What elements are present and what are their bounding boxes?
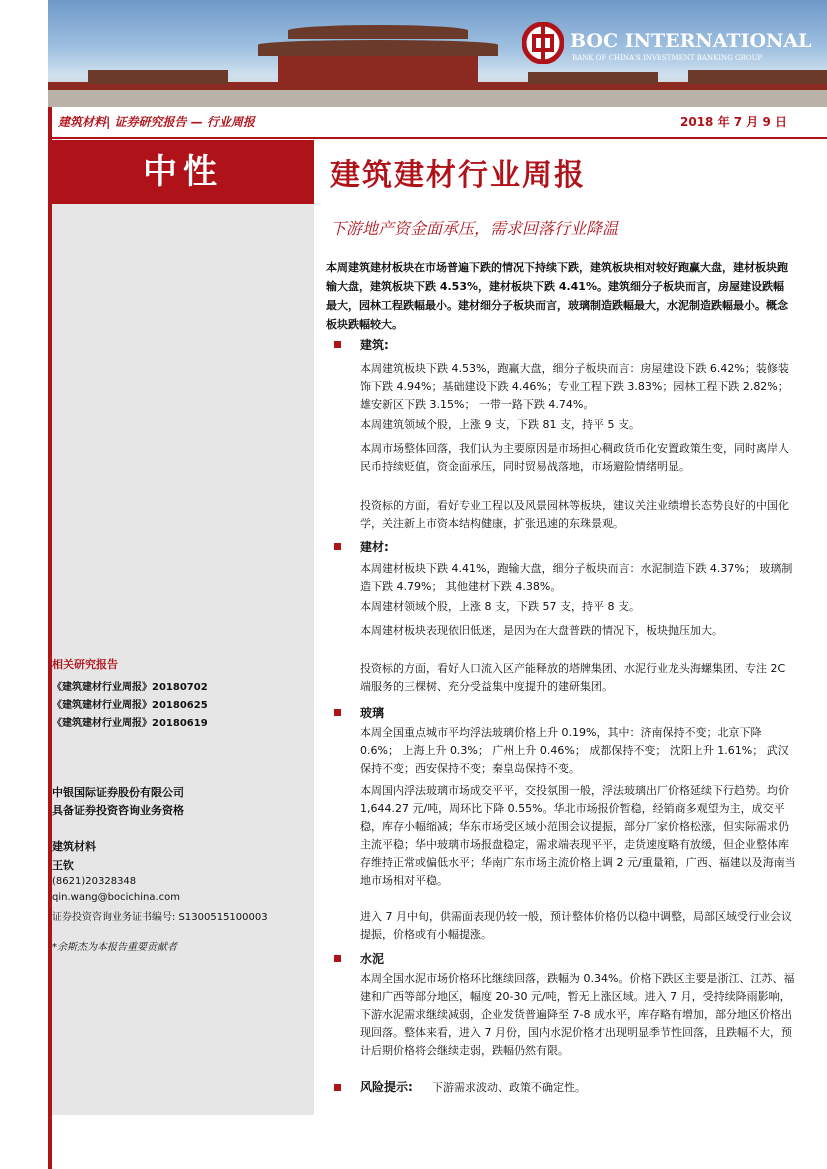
paragraph: 进入 7 月中旬，供需面表现仍较一般，预计整体价格仍以稳中调整，局部区域受行业会议提振，价格或有小幅提涨。 [360,910,792,941]
related-report[interactable]: 《建筑建材行业周报》20180619 [52,718,208,729]
company-qualification: 具备证券投资咨询业务资格 [52,804,184,817]
bullet-icon [334,543,341,550]
logo-text: BOC INTERNATIONAL [570,30,812,52]
analyst-phone: (8621)20328348 [52,876,137,887]
paragraph: 本周全国重点城市平均浮法玻璃价格上升 0.19%，其中：济南保持不变；北京下降 0.6%； 上海上升 0.3%； 广州上升 0.46%； 成都保持不变； 沈阳上升 1.61%； 武汉保持不变；西安保持不变；秦皇岛保持不变。 [360,726,789,775]
report-date: 2018 年 7 月 9 日 [680,115,787,129]
paragraph: 本周市场整体回落，我们认为主要原因是市场担心稠政货币化安置政策生变，同时离岸人民币持续贬值，资金面承压，同时贸易战落地，市场避险情绪明显。 [360,442,789,473]
sector-name: 建筑材料 [52,840,96,853]
paragraph: 本周建材板块表现依旧低迷，是因为在大盘普跌的情况下，板块抛压加大。 [360,624,723,637]
boc-logo-icon [522,22,564,64]
company-name: 中银国际证券股份有限公司 [52,786,184,799]
section-title: 水泥 [360,952,385,966]
header-banner [48,0,827,107]
paragraph: 本周建筑板块下跌 4.53%，跑赢大盘，细分子板块而言：房屋建设下跌 6.42%；装修装饰下跌 4.94%；基础建设下跌 4.46%；专业工程下跌 3.83%；园林工程下跌 2.82%； 雄安新区下跌 3.15%； 一带一路下跌 4.74%。 [360,362,789,411]
page-title: 建筑建材行业周报 [330,158,586,193]
summary: 本周建筑建材板块在市场普遍下跌的情况下持续下跌，建筑板块相对较好跑赢大盘，建材板块跑输大盘，建筑板块下跌 4.53%，建材板块下跌 4.41%。建筑细分子板块而言，房屋建设跌幅最大，园林工程跌幅最小。建材细分子板块而言，玻璃制造跌幅最大，水泥制造跌幅最小。概念板块跌幅较大。 [326,261,788,331]
section-title: 建材: [360,540,389,554]
breadcrumb: 建筑材料| 证券研究报告 — 行业周报 [58,115,255,129]
risk-label: 风险提示: [360,1080,413,1094]
bullet-icon [334,955,341,962]
section-title: 玻璃 [360,706,385,720]
bullet-icon [334,1084,341,1091]
rating-badge: 中性 [52,140,314,204]
paragraph: 本周建材板块下跌 4.41%，跑输大盘，细分子板块而言：水泥制造下跌 4.37%； 玻璃制造下跌 4.79%； 其他建材下跌 4.38%。 [360,562,793,593]
paragraph: 本周建材领域个股，上涨 8 支，下跌 57 支，持平 8 支。 [360,600,640,613]
contributor-note: *余斯杰为本报告重要贡献者 [52,942,177,953]
paragraph: 投资标的方面，看好专业工程以及风景园林等板块，建议关注业绩增长态势良好的中国化学，关注新上市资本结构健康，扩张迅速的东珠景观。 [360,499,789,530]
paragraph: 本周建筑领域个股，上涨 9 支，下跌 81 支，持平 5 支。 [360,418,640,431]
related-report[interactable]: 《建筑建材行业周报》20180625 [52,700,208,711]
paragraph: 投资标的方面，看好人口流入区产能释放的塔牌集团、水泥行业龙头海螺集团、专注 2C 端服务的三棵树、充分受益集中度提升的建研集团。 [360,662,786,693]
paragraph: 本周全国水泥市场价格环比继续回落，跌幅为 0.34%。价格下跌区主要是浙江、江苏、福建和广西等部分地区，幅度 20-30 元/吨，暂无上涨区域。进入 7 月，受持续降雨影响，下游水泥需求继续减弱，企业发货普遍降至 7-8 成水平，库存略有增加，部分地区价格出现回落。整体来看，进入 7 月份，国内水泥价格才出现明显季节性回落，且跌幅不大，预计后期价格将会继续走弱，跌幅仍然有限。 [360,972,795,1057]
section-title: 建筑: [360,338,389,352]
analyst-cert: 证券投资咨询业务证书编号: S1300515100003 [52,912,268,923]
paragraph: 本周国内浮法玻璃市场成交平平，交投氛围一般，浮法玻璃出厂价格延续下行趋势。均价 1,644.27 元/吨，周环比下降 0.55%。华北市场报价暂稳，经销商多观望为主，成交平稳，库存小幅缩减；华东市场受区域小范围会议提振，部分厂家价格松涨，但实际需求仍主流平稳；华中玻璃市场报盘稳定，需求端表现平平，走货速度略有放缓，但企业整体库存维持正常或偏低水平；华南广东市场主流价格上调 2 元/重量箱，广西、福建以及海南当地市场相对平稳。 [360,784,796,887]
risk-text: 下游需求波动、政策不确定性。 [432,1081,586,1094]
boc-logo [522,22,564,68]
related-title: 相关研究报告 [52,658,118,671]
page-subtitle: 下游地产资金面承压，需求回落行业降温 [330,219,619,238]
sidebar [52,140,314,1115]
bullet-icon [334,709,341,716]
analyst-email[interactable]: qin.wang@bocichina.com [52,892,180,903]
logo-subtext: BANK OF CHINA'S INVESTMENT BANKING GROUP [572,54,763,62]
analyst-name: 王钦 [52,859,74,872]
bullet-icon [334,341,341,348]
related-report[interactable]: 《建筑建材行业周报》20180702 [52,682,208,693]
